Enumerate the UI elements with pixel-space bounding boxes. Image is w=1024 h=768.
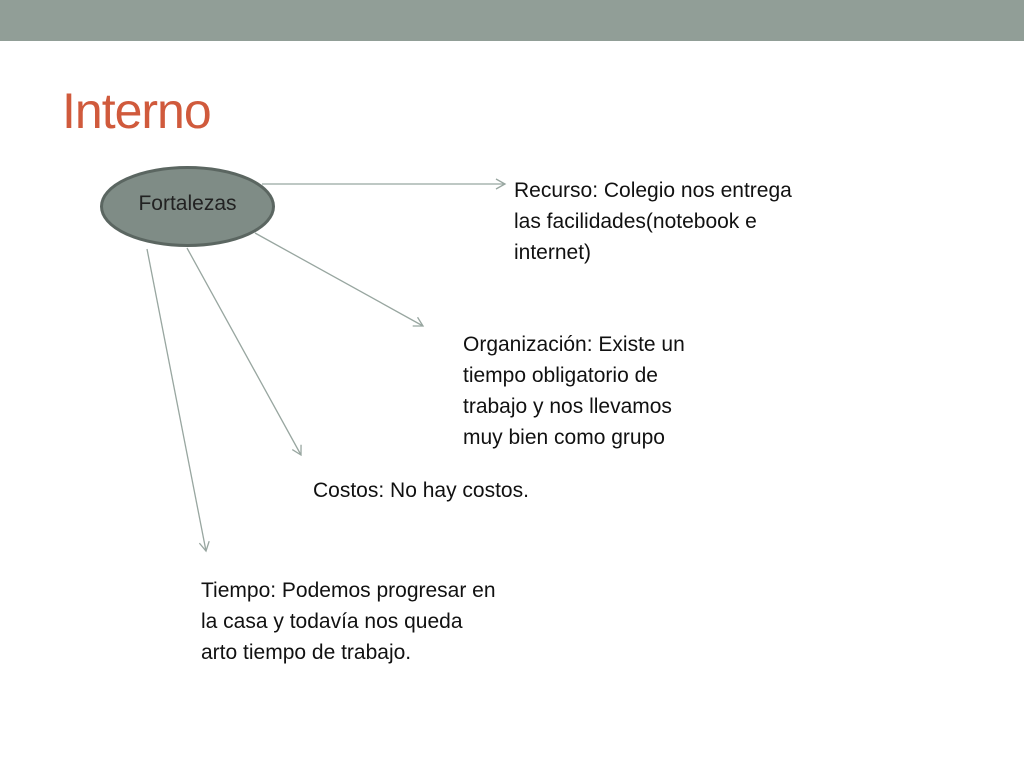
- connector-organizacion: [255, 233, 423, 326]
- fortalezas-label: Fortalezas: [138, 192, 237, 215]
- connector-costos: [187, 248, 301, 455]
- slide-title: Interno: [62, 83, 211, 139]
- recurso-text: Recurso: Colegio nos entrega las facilidades(notebook e internet): [514, 179, 792, 264]
- tiempo-text: Tiempo: Podemos progresar en la casa y todavía nos queda arto tiempo de trabajo.: [201, 579, 496, 664]
- organizacion-text: Organización: Existe un tiempo obligatorio de trabajo y nos llevamos muy bien como grupo: [463, 333, 685, 449]
- costos-text: Costos: No hay costos.: [313, 479, 529, 502]
- connector-tiempo: [147, 249, 206, 551]
